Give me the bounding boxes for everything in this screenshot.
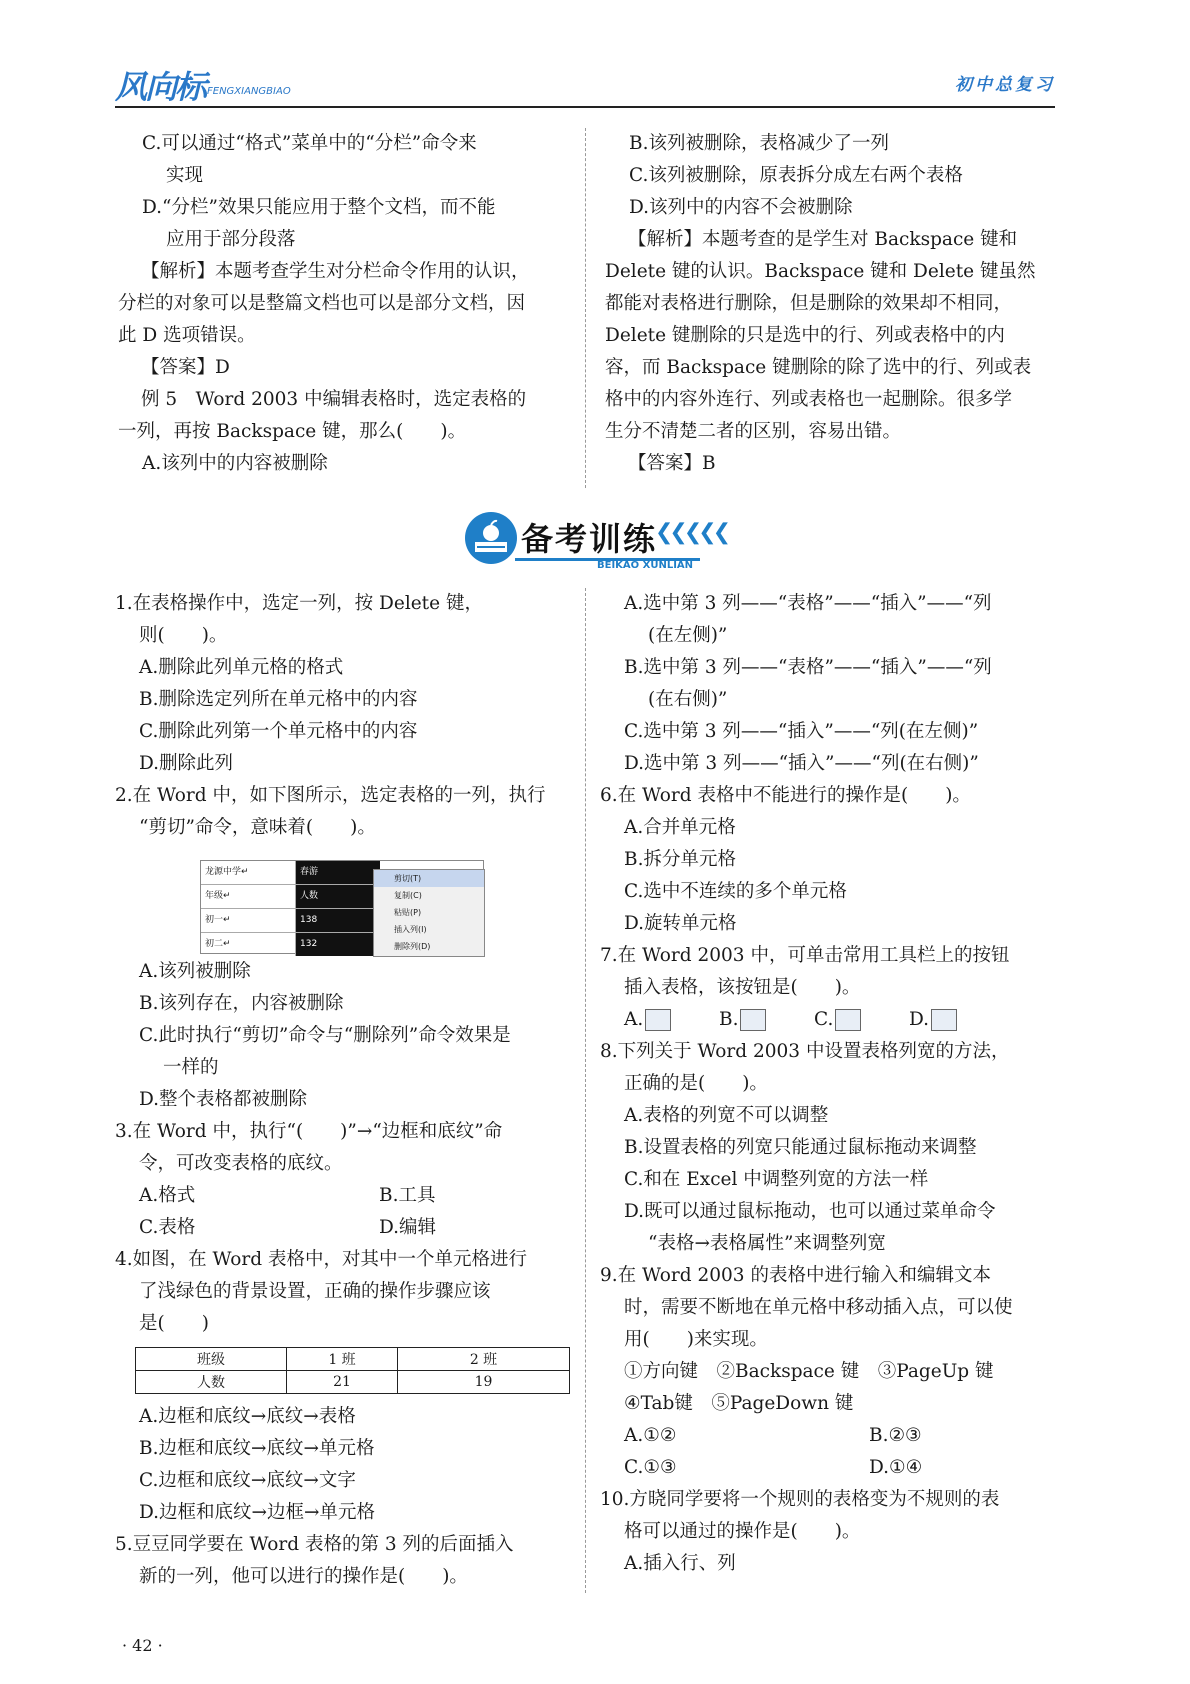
text-line: 一列，再按 Backspace 键，那么( )。 — [118, 421, 467, 442]
text-line: C.可以通过“格式”菜单中的“分栏”命令来 — [142, 133, 477, 154]
question-2: 2.在 Word 中，如下图所示，选定表格的一列，执行 — [115, 785, 546, 806]
option-row — [115, 1180, 575, 1212]
text-line: 一样的 — [163, 1057, 219, 1078]
bottom-left-column-3 — [115, 1401, 575, 1593]
text-line: 此 D 选项错误。 — [118, 325, 256, 346]
option: A.①② — [624, 1425, 677, 1446]
text-line: 格中的内容外连行、列或表格也一起删除。很多学 — [605, 389, 1013, 410]
answer-line: 【答案】B — [628, 453, 716, 474]
option: C.边框和底纹→底纹→文字 — [139, 1470, 356, 1491]
option: B.设置表格的列宽只能通过鼠标拖动来调整 — [624, 1137, 977, 1158]
option: B.该列存在，内容被删除 — [139, 993, 344, 1014]
analysis-line: 【解析】本题考查学生对分栏命令作用的认识， — [141, 261, 530, 282]
option: C.删除此列第一个单元格中的内容 — [139, 721, 418, 742]
option: C.此时执行“剪切”命令与“删除列”命令效果是 — [139, 1025, 511, 1046]
bottom-right-column — [600, 588, 1060, 1580]
option: C.表格 — [139, 1217, 196, 1238]
option: C.选中第 3 列——“插入”——“列(在左侧)” — [624, 721, 979, 742]
text-line: 应用于部分段落 — [166, 229, 296, 250]
table-header: 班级 — [136, 1348, 287, 1371]
text-line: 格可以通过的操作是( )。 — [624, 1521, 861, 1542]
table-cell: 初二↵ — [201, 933, 296, 956]
logo: 风向标 — [115, 68, 206, 106]
option: A.选中第 3 列——“表格”——“插入”——“列 — [624, 593, 992, 614]
option-row — [115, 1212, 575, 1244]
option: B.②③ — [869, 1425, 922, 1446]
menu-item-paste: 粘贴(P) — [394, 908, 422, 917]
option: D.删除此列 — [139, 753, 234, 774]
text-line: 正确的是( )。 — [624, 1073, 768, 1094]
question-10: 10.方晓同学要将一个规则的表格变为不规则的表 — [600, 1489, 1000, 1510]
table-cell: 人数 — [296, 885, 380, 908]
option: A.该列被删除 — [139, 961, 251, 982]
text-line: 生分不清楚二者的区别，容易出错。 — [605, 421, 902, 442]
table-cell: 年级↵ — [201, 885, 296, 908]
text-line: D.“分栏”效果只能应用于整个文档，而不能 — [142, 197, 496, 218]
option: B.删除选定列所在单元格中的内容 — [139, 689, 418, 710]
column-divider — [585, 128, 586, 488]
menu-item-insert-column: 插入列(I) — [394, 925, 427, 934]
insert-table-icon — [645, 1009, 671, 1031]
text-line: Delete 键删除的只是选中的行、列或表格中的内 — [605, 325, 1005, 346]
question-6: 6.在 Word 表格中不能进行的操作是( )。 — [600, 785, 971, 806]
text-line: C.该列被删除，原表拆分成左右两个表格 — [629, 165, 963, 186]
class-table — [135, 1347, 570, 1394]
question-4: 4.如图，在 Word 表格中，对其中一个单元格进行 — [115, 1249, 527, 1270]
option: A.边框和底纹→底纹→表格 — [139, 1406, 356, 1427]
page-number: · 42 · — [122, 1636, 163, 1655]
option-row — [600, 1004, 1060, 1036]
column-divider — [585, 588, 586, 1593]
text-line: 则( )。 — [139, 625, 228, 646]
question-9: 9.在 Word 2003 的表格中进行输入和编辑文本 — [600, 1265, 991, 1286]
option: D.旋转单元格 — [624, 913, 737, 934]
analysis-line: 【解析】本题考查的是学生对 Backspace 键和 — [628, 229, 1018, 250]
table-header: 1 班 — [287, 1348, 398, 1371]
text-line: 用( )来实现。 — [624, 1329, 768, 1350]
menu-item-cut: 剪切(T) — [374, 870, 484, 887]
section-banner — [465, 512, 728, 571]
option: A.删除此列单元格的格式 — [139, 657, 344, 678]
table-cell: 春游 — [296, 861, 380, 884]
answer-line: 【答案】D — [141, 357, 230, 378]
table-cell: 初一↵ — [201, 909, 296, 932]
option: D.编辑 — [379, 1217, 437, 1238]
text-line: “表格→表格属性”来调整列宽 — [648, 1233, 886, 1254]
text-line: 新的一列，他可以进行的操作是( )。 — [139, 1566, 468, 1587]
table-cell: 人数 — [136, 1371, 287, 1394]
text-line: 令，可改变表格的底纹。 — [139, 1153, 343, 1174]
table-cell: 21 — [287, 1371, 398, 1394]
option: A.表格的列宽不可以调整 — [624, 1105, 829, 1126]
option: C.和在 Excel 中调整列宽的方法一样 — [624, 1169, 929, 1190]
page-header — [115, 60, 1055, 108]
table-cell: 138 — [296, 909, 380, 932]
text-line: (在右侧)” — [648, 689, 728, 710]
option-b — [719, 1004, 814, 1036]
banner-title: 备考训练 — [521, 520, 658, 558]
option: A.格式 — [139, 1185, 196, 1206]
option: C.选中不连续的多个单元格 — [624, 881, 847, 902]
option: B.选中第 3 列——“表格”——“插入”——“列 — [624, 657, 992, 678]
option-label: C. — [814, 1009, 834, 1030]
option: C.①③ — [624, 1457, 677, 1478]
option-label: A. — [624, 1009, 644, 1030]
option-row — [600, 1452, 1060, 1484]
word-table-screenshot — [200, 860, 484, 954]
option-d — [909, 1004, 957, 1036]
table-cell: 龙源中学↵ — [201, 861, 296, 884]
text-line: B.该列被删除，表格减少了一列 — [629, 133, 889, 154]
question-1: 1.在表格操作中，选定一列，按 Delete 键， — [115, 593, 483, 614]
text-line: 容，而 Backspace 键删除的除了选中的行、列或表 — [605, 357, 1032, 378]
apple-book-icon — [465, 512, 517, 564]
table-cell: 132 — [296, 933, 380, 956]
context-menu — [373, 869, 485, 957]
option: D.选中第 3 列——“插入”——“列(在右侧)” — [624, 753, 979, 774]
option-c — [814, 1004, 909, 1036]
question-5: 5.豆豆同学要在 Word 表格的第 3 列的后面插入 — [115, 1534, 514, 1555]
text-line: 都能对表格进行删除，但是删除的效果却不相同， — [605, 293, 1013, 314]
question-8: 8.下列关于 Word 2003 中设置表格列宽的方法， — [600, 1041, 1010, 1062]
option: B.拆分单元格 — [624, 849, 736, 870]
option-label: B. — [719, 1009, 739, 1030]
text-line: 时，需要不断地在单元格中移动插入点，可以使 — [624, 1297, 1013, 1318]
bottom-left-column — [115, 588, 575, 844]
draw-table-icon — [740, 1009, 766, 1031]
text-line: 分栏的对象可以是整篇文档也可以是部分文档，因 — [118, 293, 526, 314]
columns-icon — [931, 1009, 957, 1031]
option-label: D. — [909, 1009, 930, 1030]
option: D.既可以通过鼠标拖动，也可以通过菜单命令 — [624, 1201, 996, 1222]
excel-table-icon — [835, 1009, 861, 1031]
bottom-left-column-2 — [115, 956, 575, 1340]
text-line: A.该列中的内容被删除 — [142, 453, 328, 474]
table-header: 2 班 — [398, 1348, 570, 1371]
option: B.工具 — [379, 1185, 436, 1206]
text-line: “剪切”命令，意味着( )。 — [139, 817, 376, 838]
option: D.①④ — [869, 1457, 923, 1478]
option: D.整个表格都被删除 — [139, 1089, 308, 1110]
question-3: 3.在 Word 中，执行“( )”→“边框和底纹”命 — [115, 1121, 503, 1142]
text-line: ④Tab键 ⑤PageDown 键 — [624, 1393, 854, 1414]
option-row — [600, 1420, 1060, 1452]
text-line: Delete 键的认识。Backspace 键和 Delete 键虽然 — [605, 261, 1036, 282]
option: A.合并单元格 — [624, 817, 736, 838]
text-line: D.该列中的内容不会被删除 — [629, 197, 853, 218]
example-line: 例 5 Word 2003 中编辑表格时，选定表格的 — [141, 389, 527, 410]
text-line: (在左侧)” — [648, 625, 728, 646]
top-left-column — [118, 128, 573, 480]
option: D.边框和底纹→边框→单元格 — [139, 1502, 376, 1523]
table-cell: 19 — [398, 1371, 570, 1394]
option-a — [624, 1004, 719, 1036]
option: A.插入行、列 — [624, 1553, 736, 1574]
menu-item-copy: 复制(C) — [394, 891, 422, 900]
logo-subtitle: FENGXIANGBIAO — [207, 86, 291, 97]
chevron-arrows-icon: ❮❮❮❮❮ — [655, 520, 728, 545]
text-line: 插入表格，该按钮是( )。 — [624, 977, 861, 998]
series-title: 初中总复习 — [955, 75, 1055, 95]
text-line: 是( ) — [139, 1313, 209, 1334]
menu-item-delete-column: 删除列(D) — [394, 942, 431, 951]
top-right-column — [605, 128, 1060, 480]
banner-subtitle: BEIKAO XUNLIAN — [597, 560, 694, 571]
question-7: 7.在 Word 2003 中，可单击常用工具栏上的按钮 — [600, 945, 1010, 966]
text-line: ①方向键 ②Backspace 键 ③PageUp 键 — [624, 1361, 994, 1382]
text-line: 实现 — [166, 165, 204, 186]
text-line: 了浅绿色的背景设置，正确的操作步骤应该 — [139, 1281, 491, 1302]
option: B.边框和底纹→底纹→单元格 — [139, 1438, 375, 1459]
